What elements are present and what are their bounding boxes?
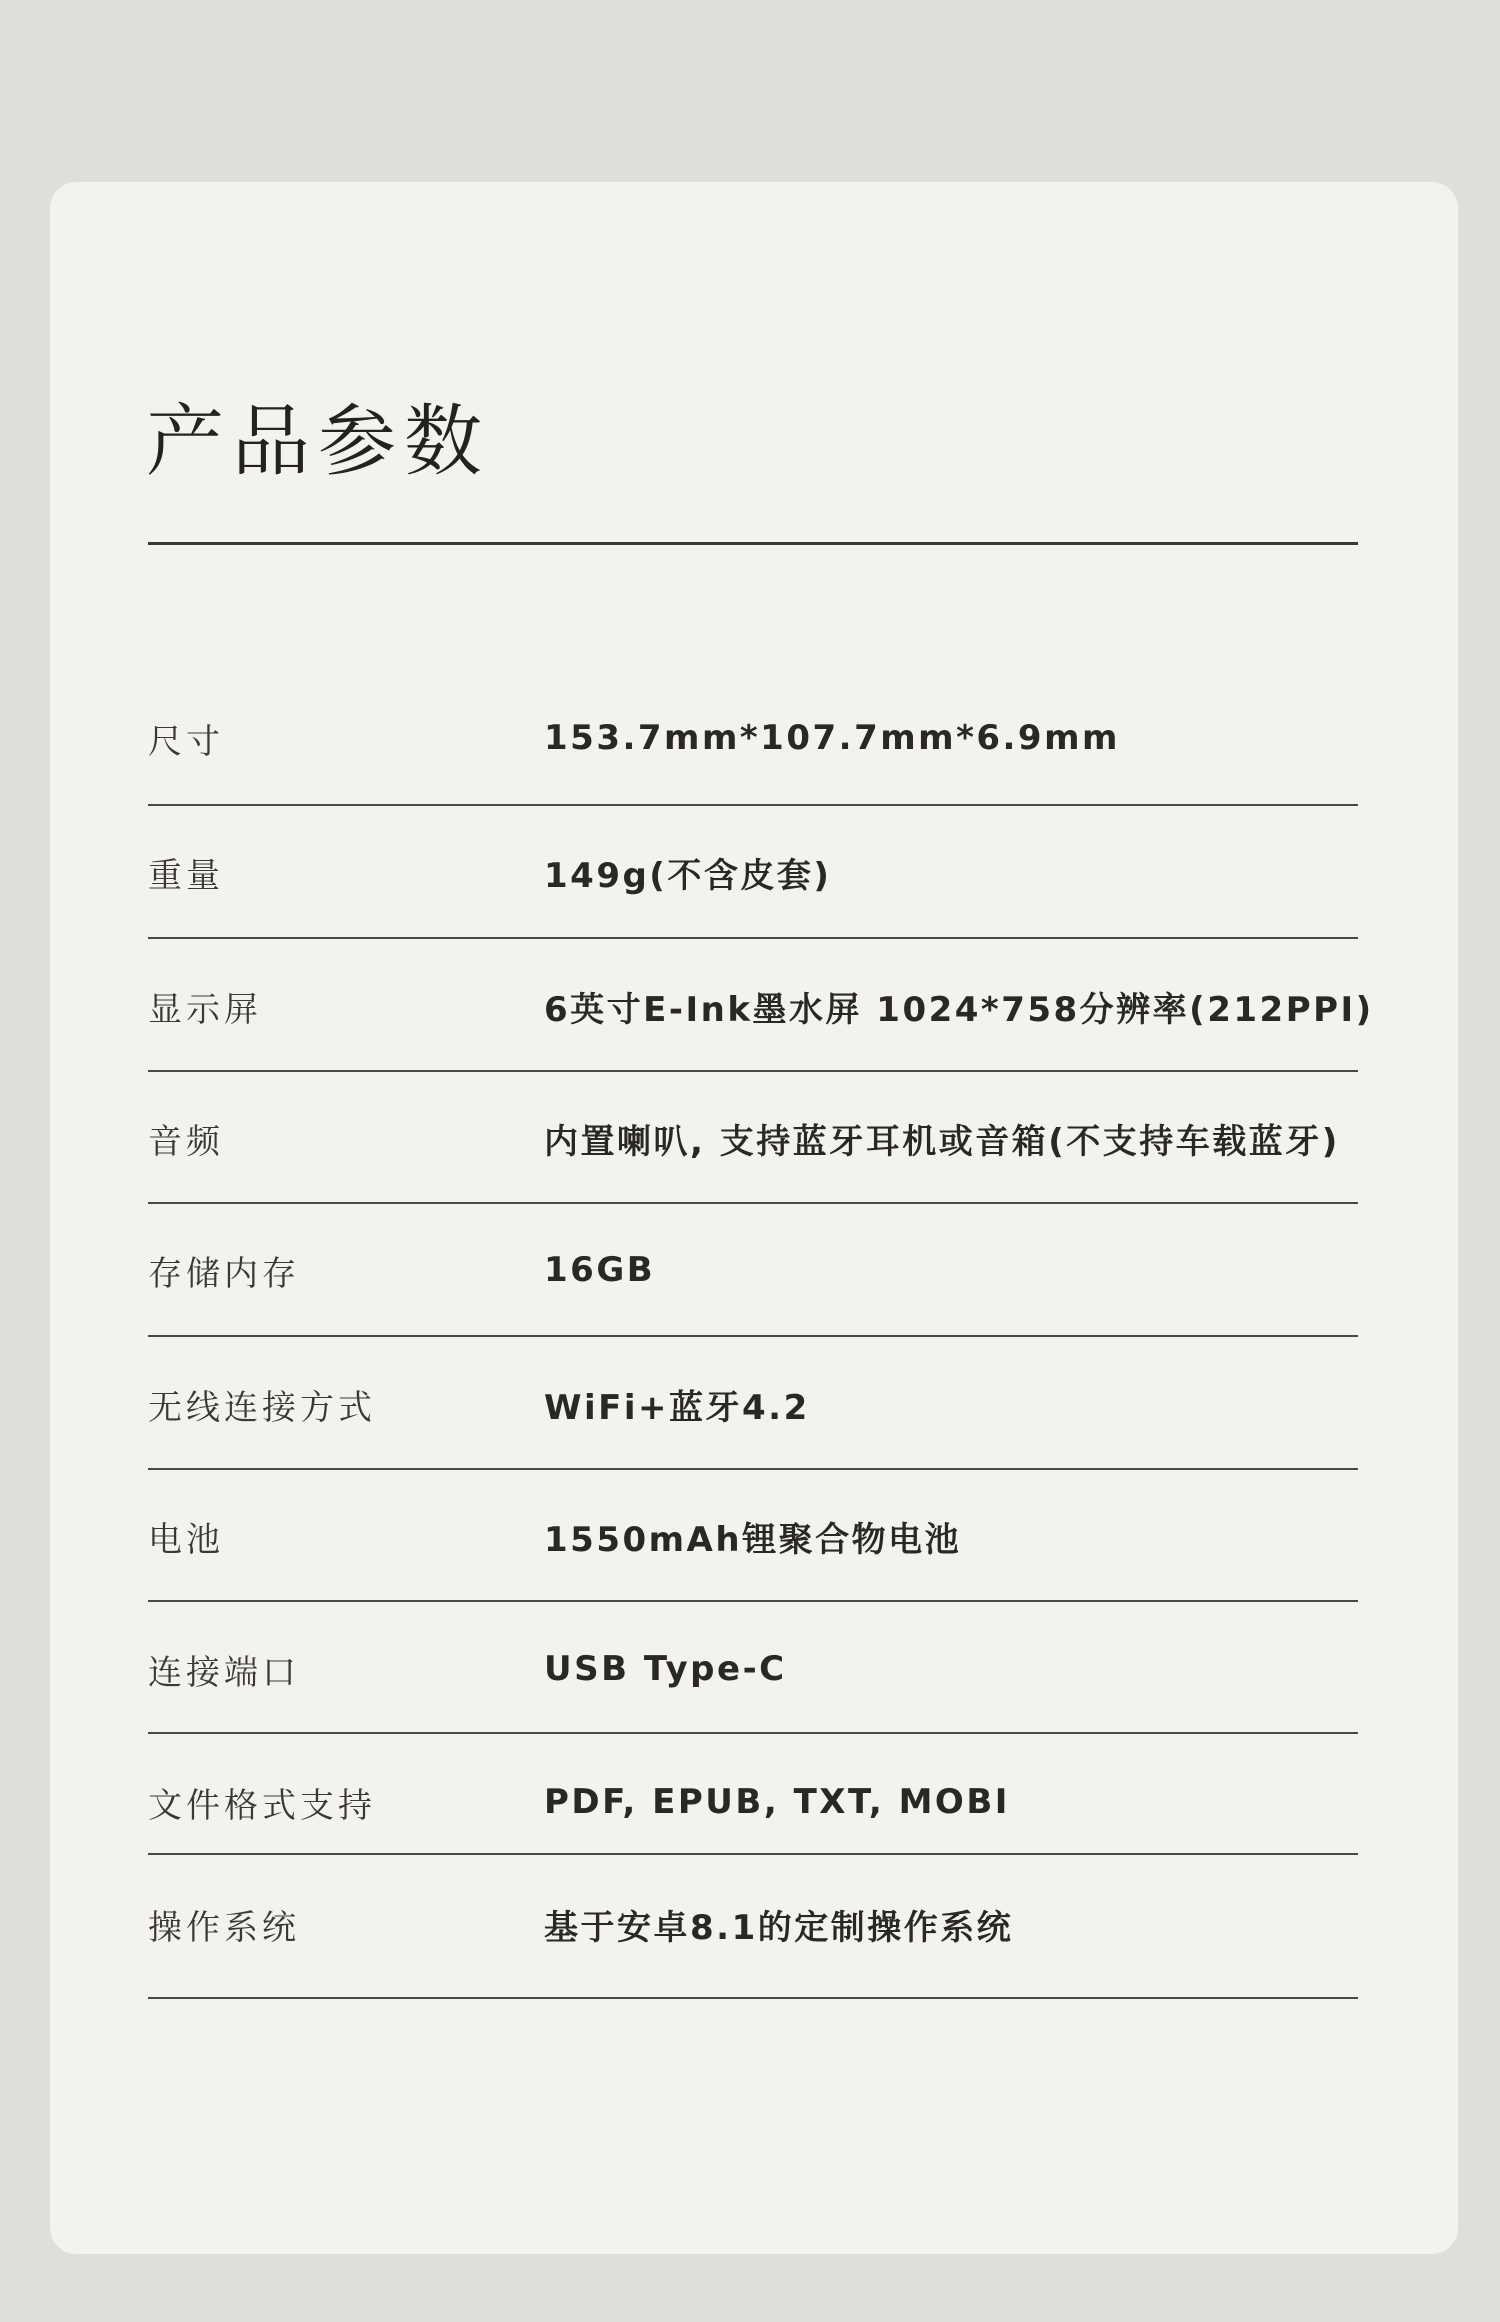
spec-row-formats: [148, 1766, 1358, 1838]
spec-value: 内置喇叭, 支持蓝牙耳机或音箱(不支持车载蓝牙): [544, 1121, 1340, 1162]
spec-value: PDF, EPUB, TXT, MOBI: [544, 1782, 1010, 1822]
spec-row-audio: [148, 1102, 1358, 1174]
spec-value: 153.7mm*107.7mm*6.9mm: [544, 718, 1120, 758]
spec-value: 1550mAh锂聚合物电池: [544, 1519, 962, 1560]
spec-value: 基于安卓8.1的定制操作系统: [544, 1907, 1014, 1948]
row-divider: [148, 1070, 1358, 1072]
spec-label: 显示屏: [148, 989, 262, 1030]
spec-value: 6英寸E-Ink墨水屏 1024*758分辨率(212PPI): [544, 989, 1374, 1030]
spec-value: WiFi+蓝牙4.2: [544, 1387, 810, 1428]
spec-label: 音频: [148, 1121, 224, 1162]
spec-row-battery: [148, 1500, 1358, 1572]
row-divider: [148, 1732, 1358, 1734]
row-divider: [148, 1600, 1358, 1602]
row-divider: [148, 1202, 1358, 1204]
spec-row-size: [148, 702, 1358, 774]
row-divider: [148, 1335, 1358, 1337]
spec-row-port: [148, 1633, 1358, 1705]
spec-label: 无线连接方式: [148, 1387, 376, 1428]
spec-label: 文件格式支持: [148, 1785, 376, 1826]
spec-label: 连接端口: [148, 1652, 300, 1693]
spec-row-storage: [148, 1234, 1358, 1306]
row-divider: [148, 1468, 1358, 1470]
spec-value: 16GB: [544, 1250, 656, 1290]
row-divider: [148, 937, 1358, 939]
spec-label: 电池: [148, 1519, 224, 1560]
spec-row-os: [148, 1888, 1358, 1960]
spec-label: 操作系统: [148, 1907, 300, 1948]
spec-label: 尺寸: [148, 721, 224, 762]
spec-value: 149g(不含皮套): [544, 855, 832, 896]
row-divider: [148, 1997, 1358, 1999]
spec-row-wireless: [148, 1368, 1358, 1440]
title-divider: [148, 542, 1358, 545]
row-divider: [148, 1853, 1358, 1855]
row-divider: [148, 804, 1358, 806]
page-title: 产品参数: [146, 397, 491, 487]
spec-label: 存储内存: [148, 1253, 300, 1294]
spec-row-weight: [148, 836, 1358, 908]
spec-row-display: [148, 970, 1374, 1042]
spec-label: 重量: [148, 855, 224, 896]
spec-value: USB Type-C: [544, 1649, 787, 1689]
